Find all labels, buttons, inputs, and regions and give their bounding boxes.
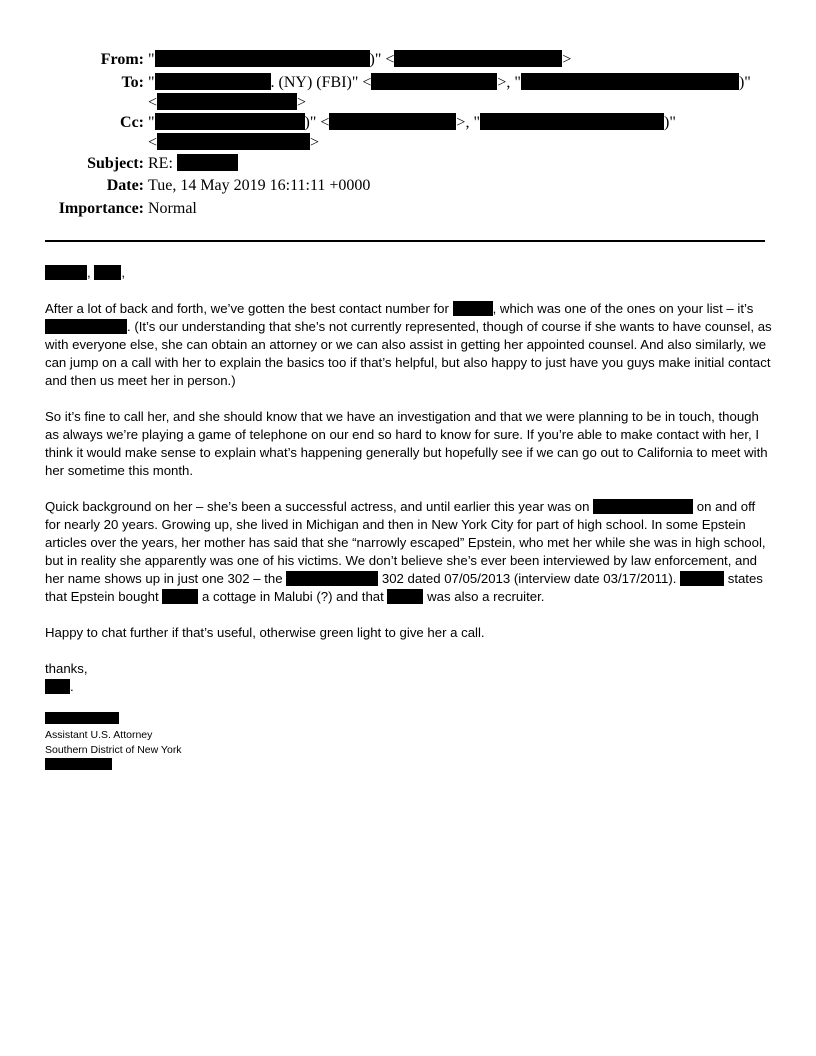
to-fbi-suffix: . (NY) (FBI)" <: [270, 73, 372, 91]
redaction-box: [593, 499, 693, 514]
body-text: on and off for nearly 20 years. Growing up, she lived in Michigan and then in New York City for part of high school. In some Epstein articles over the years, her mother has said that she “narrowly escaped” Epstein, who met her while she was in high school, but in reality she apparently was one of his victims. We don’t believe she’s ever been interviewed by law enforcement, and her name shows up in just one 302 – the: [45, 499, 766, 586]
redaction-box: [394, 50, 562, 67]
from-row: [40, 50, 770, 72]
closing: thanks,: [45, 661, 88, 676]
redaction-box: [45, 319, 127, 334]
redaction-box: [157, 93, 297, 110]
closing-block: [45, 660, 773, 696]
redaction-box: [157, 133, 310, 150]
redaction-box: [387, 589, 423, 604]
redaction-box: [286, 571, 378, 586]
to-label: To:: [121, 73, 144, 91]
from-label: From:: [100, 51, 144, 68]
date-label: Date:: [106, 177, 144, 194]
date-row: [40, 176, 770, 198]
from-value: " )" < >: [148, 51, 572, 68]
redaction-box: [155, 50, 370, 67]
salutation: , ,: [45, 264, 773, 282]
body-text: After a lot of back and forth, we’ve gotten the best contact number for: [45, 301, 449, 316]
redaction-box: [45, 758, 112, 770]
body-text: a cottage in Malubi (?) and that: [202, 589, 384, 604]
body-text: , which was one of the ones on your list – it’s: [492, 301, 754, 316]
redaction-box: [155, 73, 271, 90]
signature-name-line: [45, 712, 773, 728]
header-divider: [45, 240, 765, 242]
signature-title: Assistant U.S. Attorney: [45, 729, 153, 741]
redaction-box: [453, 301, 493, 316]
body-text: Quick background on her – she’s been a successful actress, and until earlier this year was on: [45, 499, 590, 514]
signature-office: Southern District of New York: [45, 744, 182, 756]
body-paragraph-1: [45, 300, 773, 390]
to-value: " . (NY) (FBI)" < >, " )" < >: [148, 73, 751, 111]
subject-label: Subject:: [87, 154, 144, 172]
email-header: [40, 50, 770, 221]
signature-block: [45, 712, 773, 773]
subject-row: [40, 154, 770, 176]
signer-suffix: .: [70, 679, 74, 694]
cc-value: " )" < >, " )" < >: [148, 114, 676, 151]
date-value: Tue, 14 May 2019 16:11:11 +0000: [148, 177, 371, 194]
body-text: states that Epstein bought: [45, 571, 763, 604]
body-paragraph-2: So it’s fine to call her, and she should know that we have an investigation and that we were planning to be in touch, though as always we’re playing a game of telephone on our end so hard to know for sure. If you’re able to make contact with her, I think it would make sense to explain what’s happening generally but hopefully see if we can go out to California to meet with her sometime this month.: [45, 409, 768, 478]
subject-prefix: RE:: [148, 154, 173, 172]
cc-row: [40, 113, 770, 153]
redaction-box: [371, 73, 497, 90]
redaction-box: [45, 712, 119, 724]
redaction-box: [680, 571, 724, 586]
redaction-box: [162, 589, 198, 604]
redaction-box: [329, 113, 456, 130]
importance-value: Normal: [148, 199, 197, 217]
body-text: 302 dated 07/05/2013 (interview date 03/17/2011).: [381, 571, 677, 586]
redaction-box: [521, 73, 739, 90]
redaction-box: [480, 113, 664, 130]
body-text: . (It’s our understanding that she’s not currently represented, though of course if she wants to have counsel, as with everyone else, she can obtain an attorney or we can also assist in getting her appointed counsel. And also similarly, we can jump on a call with her to explain the basics too if that’s helpful, but also happy to just have you guys make initial contact and then us meet her in person.): [45, 319, 772, 388]
body-paragraph-4: Happy to chat further if that’s useful, otherwise green light to give her a call.: [45, 625, 485, 640]
importance-label: Importance:: [58, 199, 144, 217]
signature-contact-line: [45, 758, 773, 773]
redaction-box: [45, 265, 87, 280]
cc-label: Cc:: [120, 114, 144, 131]
redaction-box: [155, 113, 305, 130]
redaction-box: [45, 679, 70, 694]
body-paragraph-3: [45, 498, 773, 606]
subject-value: [144, 154, 770, 174]
redaction-box: [94, 265, 121, 280]
to-row: [40, 73, 770, 113]
redaction-box: [177, 154, 238, 171]
body-text: was also a recruiter.: [427, 589, 545, 604]
importance-row: [40, 199, 770, 221]
email-body: [45, 264, 773, 773]
